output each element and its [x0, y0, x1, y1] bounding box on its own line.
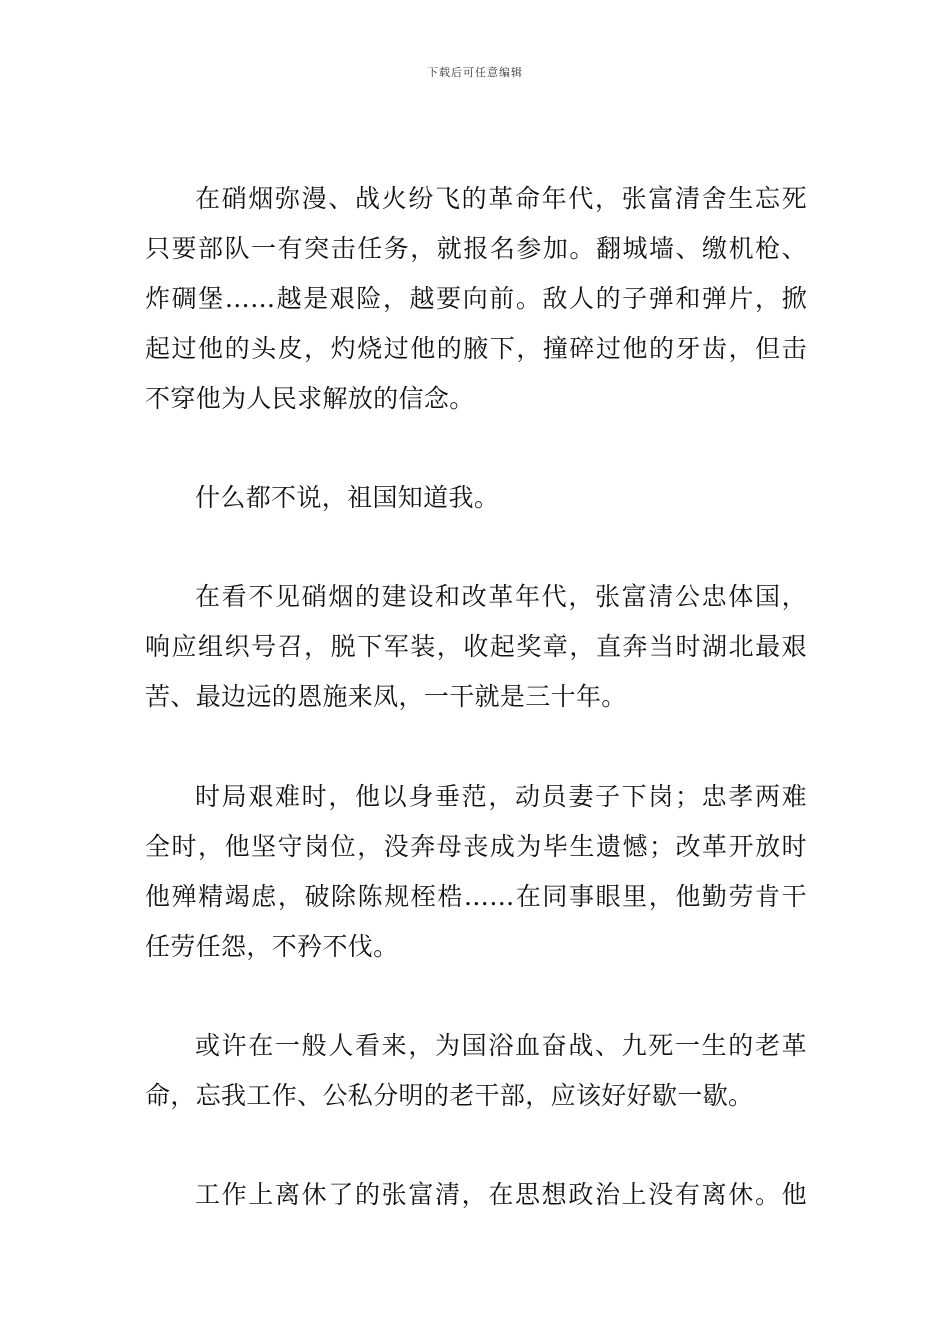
paragraph-line: 或许在一般人看来，为国浴血奋战、九死一生的老革	[195, 1031, 807, 1060]
paragraph-line: 只要部队一有突击任务，就报名参加。翻城墙、缴机枪、	[145, 234, 807, 263]
paragraph-line: 工作上离休了的张富清，在思想政治上没有离休。他	[195, 1180, 807, 1209]
paragraph-line: 他殚精竭虑，破除陈规桎梏……在同事眼里，他勤劳肯干	[145, 882, 807, 911]
paragraph-line: 起过他的头皮，灼烧过他的腋下，撞碎过他的牙齿，但击	[145, 334, 807, 363]
paragraph-line: 在看不见硝烟的建设和改革年代，张富清公忠体国，	[195, 582, 807, 611]
paragraph-line: 命，忘我工作、公私分明的老干部，应该好好歇一歇。	[145, 1081, 754, 1110]
paragraph-line: 时局艰难时，他以身垂范，动员妻子下岗；忠孝两难	[195, 782, 807, 811]
paragraph-line: 炸碉堡……越是艰险，越要向前。敌人的子弹和弹片，掀	[145, 284, 807, 313]
paragraph-line: 全时，他坚守岗位，没奔母丧成为毕生遗憾；改革开放时	[145, 832, 807, 861]
paragraph-line: 什么都不说，祖国知道我。	[195, 483, 500, 512]
paragraph-line: 苦、最边远的恩施来凤，一干就是三十年。	[145, 682, 627, 711]
page-header: 下载后可任意编辑	[427, 66, 523, 79]
paragraph-line: 在硝烟弥漫、战火纷飞的革命年代，张富清舍生忘死	[195, 184, 807, 213]
paragraph-line: 不穿他为人民求解放的信念。	[145, 384, 475, 413]
paragraph-line: 任劳任怨，不矜不伐。	[145, 932, 399, 961]
paragraph-line: 响应组织号召，脱下军装，收起奖章，直奔当时湖北最艰	[145, 632, 807, 661]
